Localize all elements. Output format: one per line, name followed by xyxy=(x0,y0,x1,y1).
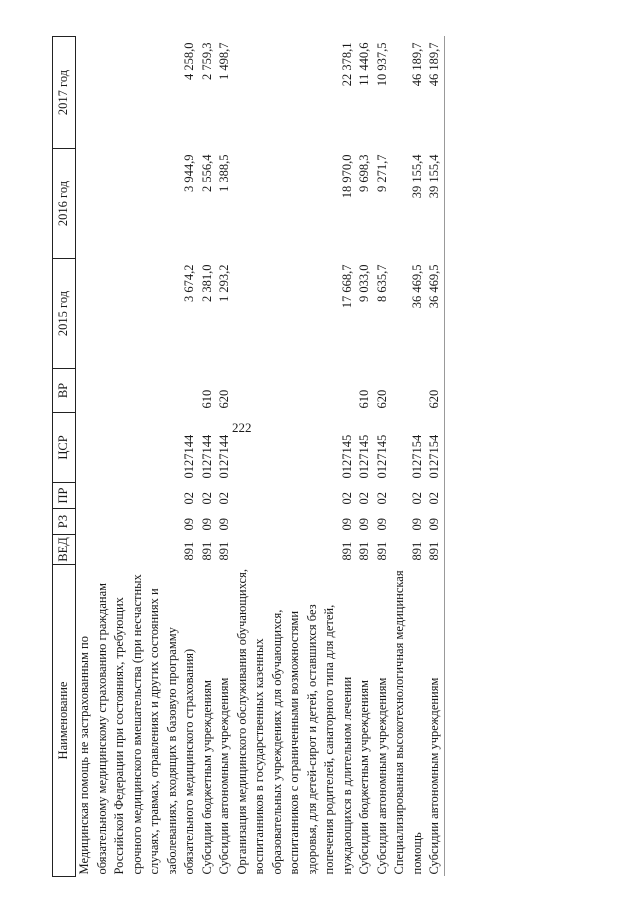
cell-name: Субсидии автономным учреждениям xyxy=(374,677,389,875)
cell-2015: 8 635,7 xyxy=(374,264,389,302)
cell-csr: 0127145 xyxy=(339,434,354,479)
cell-2015: 36 469,5 xyxy=(409,264,424,309)
table-row xyxy=(199,37,217,877)
cell-csr: 0127154 xyxy=(426,413,444,483)
cell-2016: 39 155,4 xyxy=(409,154,424,199)
header-rz: РЗ xyxy=(53,509,76,535)
cell-rz: 09 xyxy=(199,518,214,531)
header-csr: ЦСР xyxy=(53,413,76,483)
cell-2017: 46 189,7 xyxy=(409,42,424,87)
cell-rz: 09 xyxy=(339,518,354,531)
cell-rz: 09 xyxy=(409,518,424,531)
cell-2016: 3 944,9 xyxy=(182,154,196,192)
cell-vr: 620 xyxy=(217,389,231,409)
cell-2017: 10 937,5 xyxy=(374,42,389,87)
cell-2015: 1 293,2 xyxy=(217,264,231,302)
cell-name: Медицинская помощь не застрахованным по обязательному медицинскому страхованию гражданам Российской Федерации при состояниях, требующих срочного медицинского вмешательства (при несчастных случаях, травмах, отравлениях и других состояниях и заболеваниях, входящих в базовую программу обязательного медицинского страхования) xyxy=(77,574,196,875)
cell-pr: 02 xyxy=(374,492,389,505)
cell-2017: 1 498,7 xyxy=(217,42,231,80)
cell-name: Субсидии автономным учреждениям xyxy=(217,677,231,875)
cell-2017: 11 440,6 xyxy=(357,42,371,86)
cell-rz: 09 xyxy=(357,518,371,531)
table-row xyxy=(216,37,234,877)
cell-vr: 610 xyxy=(199,389,214,409)
cell-2015: 3 674,2 xyxy=(182,264,196,302)
table-row xyxy=(356,37,374,877)
cell-2016: 18 970,0 xyxy=(339,154,354,199)
cell-ved: 891 xyxy=(339,541,354,561)
cell-vr xyxy=(391,369,426,413)
cell-csr: 0127144 xyxy=(199,434,214,479)
cell-ved: 891 xyxy=(357,541,371,561)
cell-name: Субсидии автономным учреждениям xyxy=(426,565,444,877)
table-row xyxy=(426,37,444,877)
cell-pr: 02 xyxy=(357,492,371,505)
cell-2016: 2 556,4 xyxy=(199,154,214,192)
cell-csr: 0127144 xyxy=(182,434,196,479)
cell-2015: 17 668,7 xyxy=(339,264,354,309)
cell-2016: 9 271,7 xyxy=(374,154,389,192)
budget-table xyxy=(52,36,445,877)
table-row xyxy=(76,37,199,877)
cell-csr: 0127154 xyxy=(409,434,424,479)
cell-ved: 891 xyxy=(182,541,196,561)
cell-ved: 891 xyxy=(199,541,214,561)
header-2016: 2016 год xyxy=(53,149,76,259)
cell-rz: 09 xyxy=(374,518,389,531)
cell-csr: 0127144 xyxy=(217,434,231,479)
cell-2015: 36 469,5 xyxy=(426,259,444,369)
cell-2015: 9 033,0 xyxy=(357,264,371,302)
cell-2017: 22 378,1 xyxy=(339,42,354,87)
cell-vr xyxy=(234,369,357,413)
header-vr: ВР xyxy=(53,369,76,413)
cell-csr: 0127145 xyxy=(374,434,389,479)
cell-ved: 891 xyxy=(374,541,389,561)
header-ved: ВЕД xyxy=(53,535,76,565)
cell-2017: 46 189,7 xyxy=(426,37,444,149)
header-2015: 2015 год xyxy=(53,259,76,369)
cell-pr: 02 xyxy=(409,492,424,505)
header-pr: ПР xyxy=(53,483,76,509)
cell-ved: 891 xyxy=(426,535,444,565)
table-row xyxy=(374,37,392,877)
cell-pr: 02 xyxy=(182,492,196,505)
cell-rz: 09 xyxy=(426,509,444,535)
cell-pr: 02 xyxy=(217,492,231,505)
cell-2017: 4 258,0 xyxy=(182,42,196,80)
cell-vr: 620 xyxy=(426,369,444,413)
cell-pr: 02 xyxy=(339,492,354,505)
cell-ved: 891 xyxy=(409,541,424,561)
table-header xyxy=(53,37,76,877)
cell-2016: 1 388,5 xyxy=(217,154,231,192)
cell-name: Организация медицинского обслуживания обучающихся, воспитанников в государственных казенных образовательных учреждениях для обучающихся, воспитанников с ограниченными возможностями здоровья, для детей-сирот и детей, оставшихся без попечения родителей, санаторного типа для детей, нуждающихся в длительном лечении xyxy=(234,569,354,875)
cell-pr: 02 xyxy=(426,483,444,509)
cell-name: Субсидии бюджетным учреждениям xyxy=(199,679,214,875)
cell-name: Специализированная высокотехнологичная медицинская помощь xyxy=(392,570,424,875)
cell-rz: 09 xyxy=(217,518,231,531)
cell-vr xyxy=(76,369,199,413)
cell-2016: 9 698,3 xyxy=(357,154,371,192)
cell-2015: 2 381,0 xyxy=(199,264,214,302)
cell-vr: 620 xyxy=(374,389,389,409)
cell-pr: 02 xyxy=(199,492,214,505)
cell-2017: 2 759,3 xyxy=(199,42,214,80)
cell-vr: 610 xyxy=(357,389,371,409)
table-body xyxy=(76,37,445,877)
rotated-table-container xyxy=(52,37,592,877)
page-number: 222 xyxy=(232,420,252,435)
table-row xyxy=(234,37,357,877)
cell-rz: 09 xyxy=(182,518,196,531)
header-name: Наименование xyxy=(53,565,76,877)
cell-csr: 0127145 xyxy=(357,434,371,479)
cell-2016: 39 155,4 xyxy=(426,149,444,259)
table-row xyxy=(391,37,426,877)
header-2017: 2017 год xyxy=(53,37,76,149)
cell-ved: 891 xyxy=(217,541,231,561)
cell-name: Субсидии бюджетным учреждениям xyxy=(357,679,371,875)
